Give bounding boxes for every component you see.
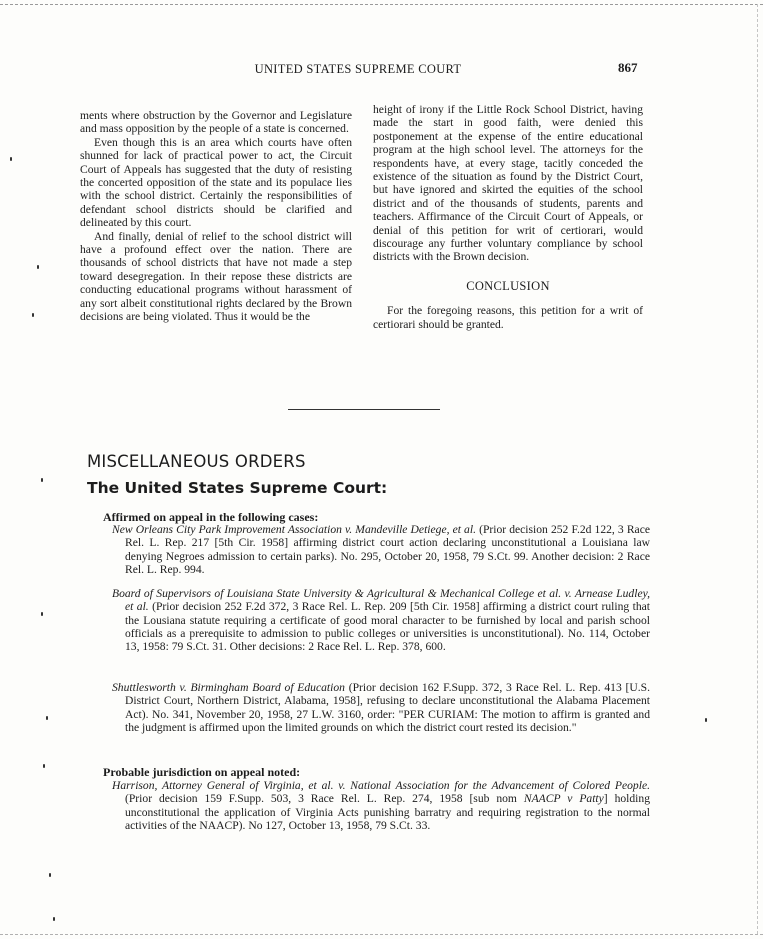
scan-speck [705,718,707,722]
case-name: Harrison, Attorney General of Virginia, et al. v. National Association for the Advancement of Colored People. [112,779,650,792]
scan-edge-right [757,4,758,934]
case-name: Shuttlesworth v. Birmingham Board of Education [112,681,345,694]
case-text: (Prior decision 159 F.Supp. 503, 3 Race Rel. L. Rep. 274, 1958 [sub nom [125,792,524,806]
scan-speck [32,313,34,317]
case-text: (Prior decision 252 F.2d 372, 3 Race Rel. L. Rep. 209 [5th Cir. 1958] affirming a district court ruling that the Lousiana statute requiring a certificate of good moral character to be furnished by local and parish school officials as a prerequisite to admission to public colleges or universities is unconstitutional). No. 114, October 13, 1958: 79 S.Ct. 31. Other decisions: 2 Race Rel. L. Rep. 378, 600. [125,600,650,654]
left-paragraph: And finally, denial of relief to the school district will have a profound effect over the nation. There are thousands of school districts that have not made a step toward desegregation. In their repose these districts are conducting educational programs without harassment of any sort albeit constitutional rights declared by the Brown decisions are being violated. Thus it would be the [80,229,352,324]
page-number: 867 [618,60,638,75]
scan-speck [46,716,48,720]
court-title: The United States Supreme Court: [87,479,388,497]
case-name: New Orleans City Park Improvement Association v. Mandeville Detiege, et al. [112,523,476,536]
case-entry [112,779,650,832]
case-name: Board of Supervisors of Louisiana State University & Agricultural & Mechanical College et al. v. Arnease Ludley, et al. [112,587,650,614]
left-paragraph: ments where obstruction by the Governor and Legislature and mass opposition by the people of a state is concerned. [80,109,352,136]
right-column [373,103,643,331]
case-entry [112,681,650,734]
scan-speck [53,917,55,921]
conclusion-paragraph: For the foregoing reasons, this petition for a writ of certiorari should be granted. [373,304,643,331]
section-divider [288,409,440,410]
sub-nom-name: NAACP v Patty [523,792,604,806]
case-text: (Prior decision 162 F.Supp. 372, 3 Race Rel. L. Rep. 413 [U.S. District Court, Northern District, Alabama, 1958], refusing to declare unconstitutional the Alabama Placement Act). No. 341, November 20, 1958, 27 L.W. 3160, order: "PER CURIAM: The motion to affirm is granted and the judgment is affirmed upon the limited grounds on which the district court rested its decision." [125,681,650,734]
scan-speck [37,265,39,269]
conclusion-heading: CONCLUSION [466,278,550,293]
running-head: UNITED STATES SUPREME COURT [254,62,462,76]
case-entry [112,523,650,576]
scan-edge-top [0,4,763,5]
left-paragraph: Even though this is an area which courts have often shunned for lack of practical power to act, the Circuit Court of Appeals has suggested that the duty of resisting the concerted opposition of the state and its populace lies with the school district. Certainly the responsibilities of defendant school districts should be clarified and delineated by this court. [80,135,352,230]
scan-edge-bottom [0,934,763,935]
right-paragraph: height of irony if the Little Rock School District, having made the start in good faith, were denied this postponement at the expense of the entire educational program at the high school level. The attorneys for the respondents have, at every stage, tacitly conceded the existence of the situation as found by the District Court, but have ignored and skirted the equities of the school district and of the thousands of students, parents and teachers. Affirmance of the Circuit Court of Appeals, or denial of this petition for writ of certiorari, would discourage any further voluntary compliance by school districts with the Brown decision. [373,103,643,264]
case-text: (Prior decision 252 F.2d 122, 3 Race Rel. L. Rep. 217 [5th Cir. 1958] affirming district court action declaring unconstitutional a Louisiana law denying Negroes admission to certain parks). No. 295, October 20, 1958, 79 S.Ct. 99. Another decision: 2 Race Rel. L. Rep. 994. [125,523,650,576]
scan-speck [41,612,43,616]
case-entry [112,587,650,653]
scan-speck [10,157,12,161]
misc-orders-title: MISCELLANEOUS ORDERS [87,452,306,471]
case-text: ] holding unconstitutional the application of Virginia Acts punishing barratry and requiring registration to the normal activities of the NAACP). No 127, October 13, 1958, 79 S.Ct. 33. [125,792,650,832]
scan-speck [49,873,51,877]
affirmed-heading: Affirmed on appeal in the following cases: [103,510,319,524]
scan-speck [41,478,43,482]
left-column [80,109,352,324]
scan-speck [43,764,45,768]
probable-jurisdiction-heading: Probable jurisdiction on appeal noted: [103,765,301,779]
